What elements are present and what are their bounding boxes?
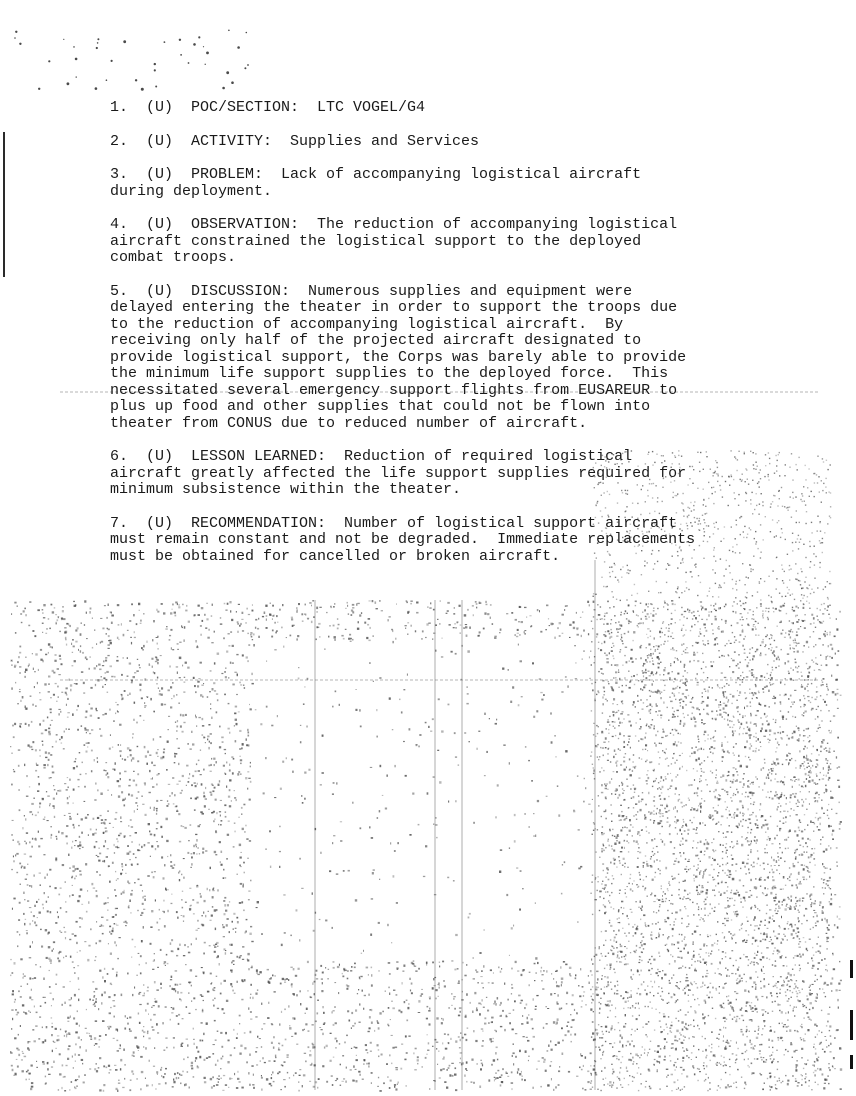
text-line: must be obtained for cancelled or broken aircraft. xyxy=(110,547,561,565)
text-line: 1. (U) POC/SECTION: LTC VOGEL/G4 xyxy=(110,99,426,116)
paragraph-observation xyxy=(110,217,770,267)
paragraph-discussion xyxy=(110,284,770,433)
text-line: plus up food and other supplies that could not be flown into xyxy=(110,398,651,415)
text-line: delayed entering the theater in order to support the troops due xyxy=(110,299,678,316)
document-body xyxy=(110,100,770,582)
text-line: aircraft greatly affected the life support supplies required for xyxy=(110,464,687,482)
text-line: 7. (U) RECOMMENDATION: Number of logistical support aircraft xyxy=(110,514,678,532)
text-line: the minimum life support supplies to the deployed force. This xyxy=(110,365,669,382)
paragraph-recommendation xyxy=(110,516,770,566)
edge-mark xyxy=(850,1010,853,1040)
paragraph-poc xyxy=(110,100,770,117)
text-line: aircraft constrained the logistical support to the deployed xyxy=(110,232,642,250)
text-line: during deployment. xyxy=(110,182,273,200)
edge-mark xyxy=(850,960,853,978)
text-line: 3. (U) PROBLEM: Lack of accompanying logistical aircraft xyxy=(110,166,642,183)
text-line: theater from CONUS due to reduced number of aircraft. xyxy=(110,414,588,432)
margin-line xyxy=(3,132,5,277)
text-line: combat troops. xyxy=(110,249,237,266)
edge-mark xyxy=(850,1055,853,1069)
text-line: 6. (U) LESSON LEARNED: Reduction of required logistical xyxy=(110,448,633,465)
paragraph-lesson-learned xyxy=(110,449,770,499)
text-line: provide logistical support, the Corps was barely able to provide xyxy=(110,348,687,366)
text-line: must remain constant and not be degraded. Immediate replacements xyxy=(110,531,696,548)
text-line: 5. (U) DISCUSSION: Numerous supplies and equipment were xyxy=(110,282,633,300)
text-line: to the reduction of accompanying logistical aircraft. By xyxy=(110,315,624,333)
text-line: 2. (U) ACTIVITY: Supplies and Services xyxy=(110,132,480,150)
text-line: 4. (U) OBSERVATION: The reduction of accompanying logistical xyxy=(110,216,678,233)
text-line: receiving only half of the projected aircraft designated to xyxy=(110,332,642,349)
paragraph-activity xyxy=(110,134,770,151)
text-line: minimum subsistence within the theater. xyxy=(110,481,462,498)
paragraph-problem xyxy=(110,167,770,200)
text-line: necessitated several emergency support flights from EUSAREUR to xyxy=(110,381,678,399)
